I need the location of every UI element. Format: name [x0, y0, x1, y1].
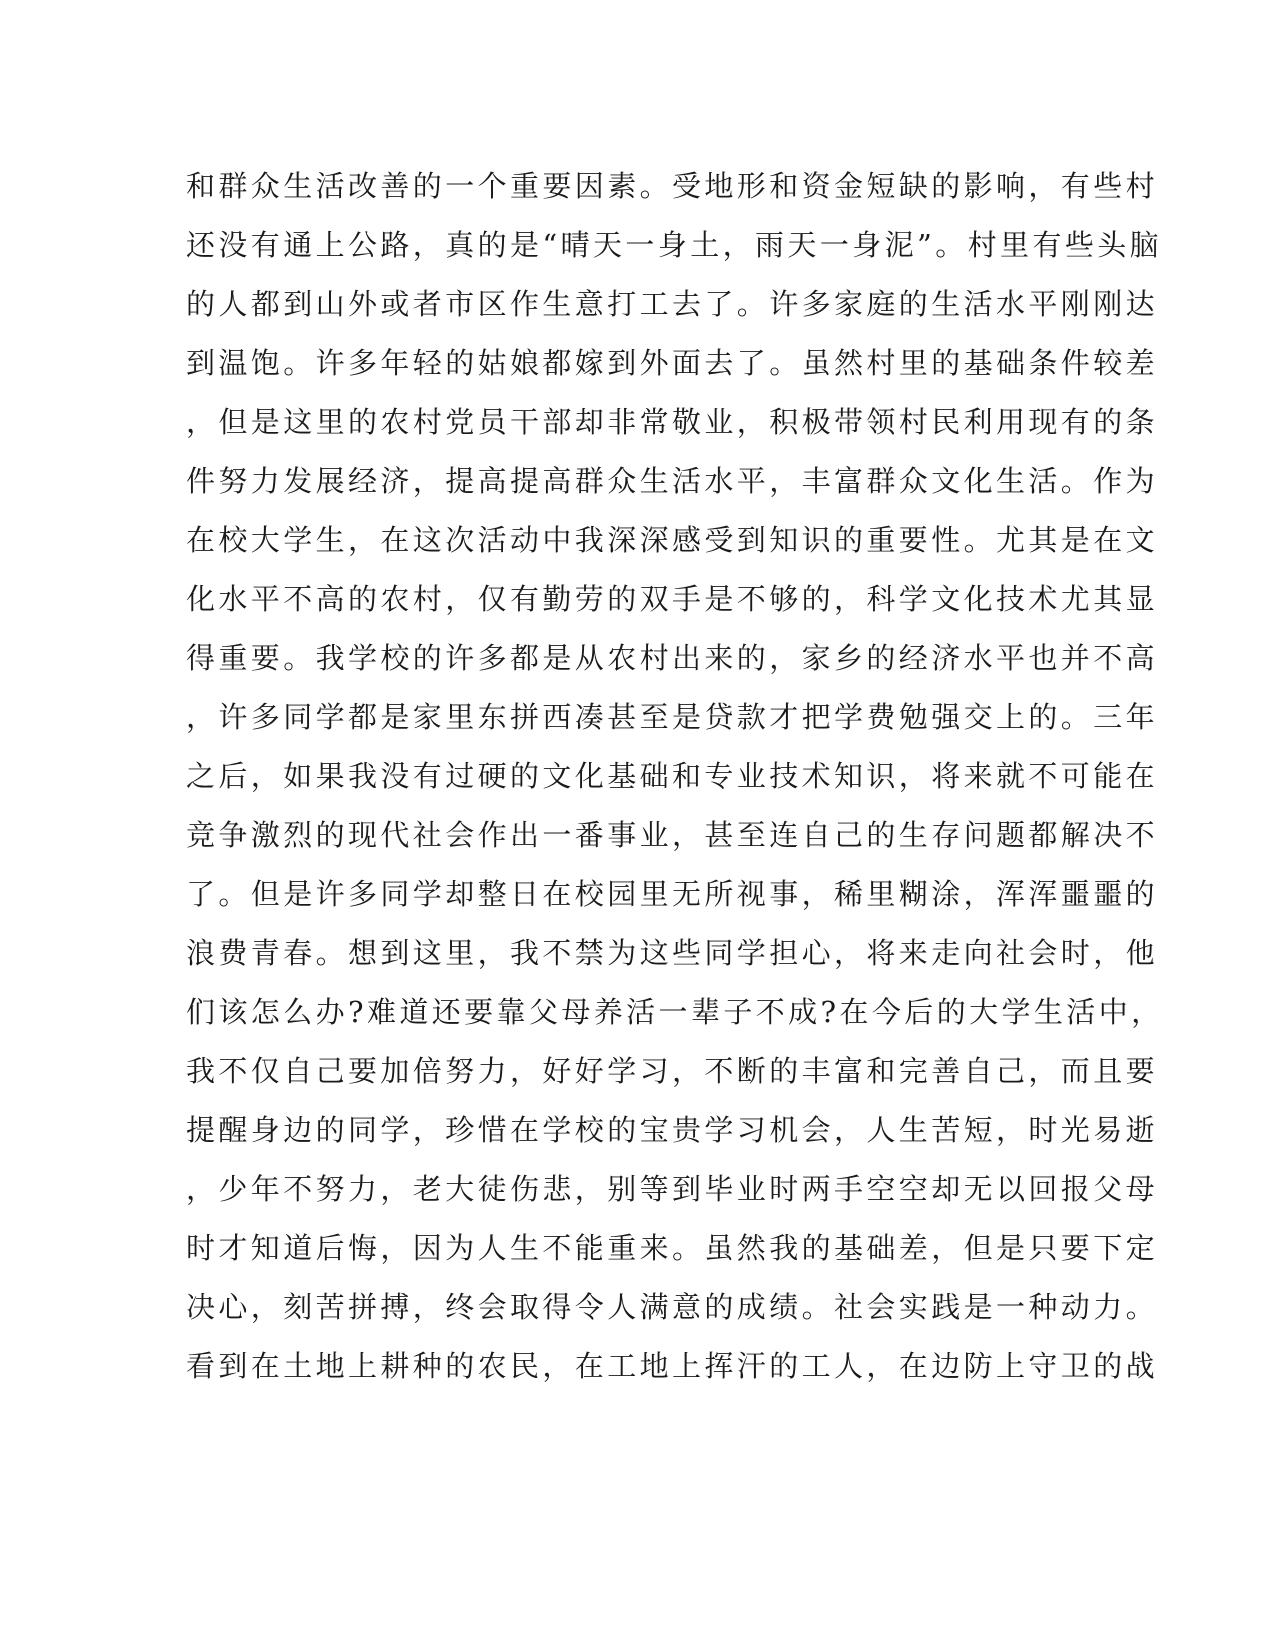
text-line: 在校大学生，在这次活动中我深深感受到知识的重要性。尤其是在文 [186, 523, 1159, 557]
text-line: 化水平不高的农村，仅有勤劳的双手是不够的，科学文化技术尤其显 [186, 582, 1159, 616]
text-line: 了。但是许多同学却整日在校园里无所视事，稀里糊涂，浑浑噩噩的 [186, 877, 1159, 911]
text-line: 得重要。我学校的许多都是从农村出来的，家乡的经济水平也并不高 [186, 641, 1159, 675]
text-line: 们该怎么办?难道还要靠父母养活一辈子不成?在今后的大学生活中， [186, 995, 1164, 1029]
text-line: 到温饱。许多年轻的姑娘都嫁到外面去了。虽然村里的基础条件较差 [186, 346, 1159, 380]
text-line: 决心，刻苦拼搏，终会取得令人满意的成绩。社会实践是一种动力。 [186, 1290, 1159, 1324]
text-line: 件努力发展经济，提高提高群众生活水平，丰富群众文化生活。作为 [186, 464, 1159, 498]
text-line: 之后，如果我没有过硬的文化基础和专业技术知识，将来就不可能在 [186, 759, 1159, 793]
text-line: 看到在土地上耕种的农民，在工地上挥汗的工人，在边防上守卫的战 [186, 1349, 1159, 1383]
text-line: 我不仅自己要加倍努力，好好学习，不断的丰富和完善自己，而且要 [186, 1054, 1159, 1088]
body-text [186, 166, 1164, 1405]
text-line: 还没有通上公路，真的是“晴天一身土，雨天一身泥”。村里有些头脑 [186, 228, 1163, 262]
text-line: ，许多同学都是家里东拼西凑甚至是贷款才把学费勉强交上的。三年 [186, 700, 1159, 734]
text-line: ，少年不努力，老大徒伤悲，别等到毕业时两手空空却无以回报父母 [186, 1172, 1159, 1206]
text-line: 的人都到山外或者市区作生意打工去了。许多家庭的生活水平刚刚达 [186, 287, 1159, 321]
text-line: 和群众生活改善的一个重要因素。受地形和资金短缺的影响，有些村 [186, 169, 1159, 203]
text-line: 浪费青春。想到这里，我不禁为这些同学担心，将来走向社会时，他 [186, 936, 1159, 970]
text-line: 时才知道后悔，因为人生不能重来。虽然我的基础差，但是只要下定 [186, 1231, 1159, 1265]
text-line: 竞争激烈的现代社会作出一番事业，甚至连自己的生存问题都解决不 [186, 818, 1159, 852]
text-line: ，但是这里的农村党员干部却非常敬业，积极带领村民利用现有的条 [186, 405, 1159, 439]
text-line: 提醒身边的同学，珍惜在学校的宝贵学习机会，人生苦短，时光易逝 [186, 1113, 1159, 1147]
